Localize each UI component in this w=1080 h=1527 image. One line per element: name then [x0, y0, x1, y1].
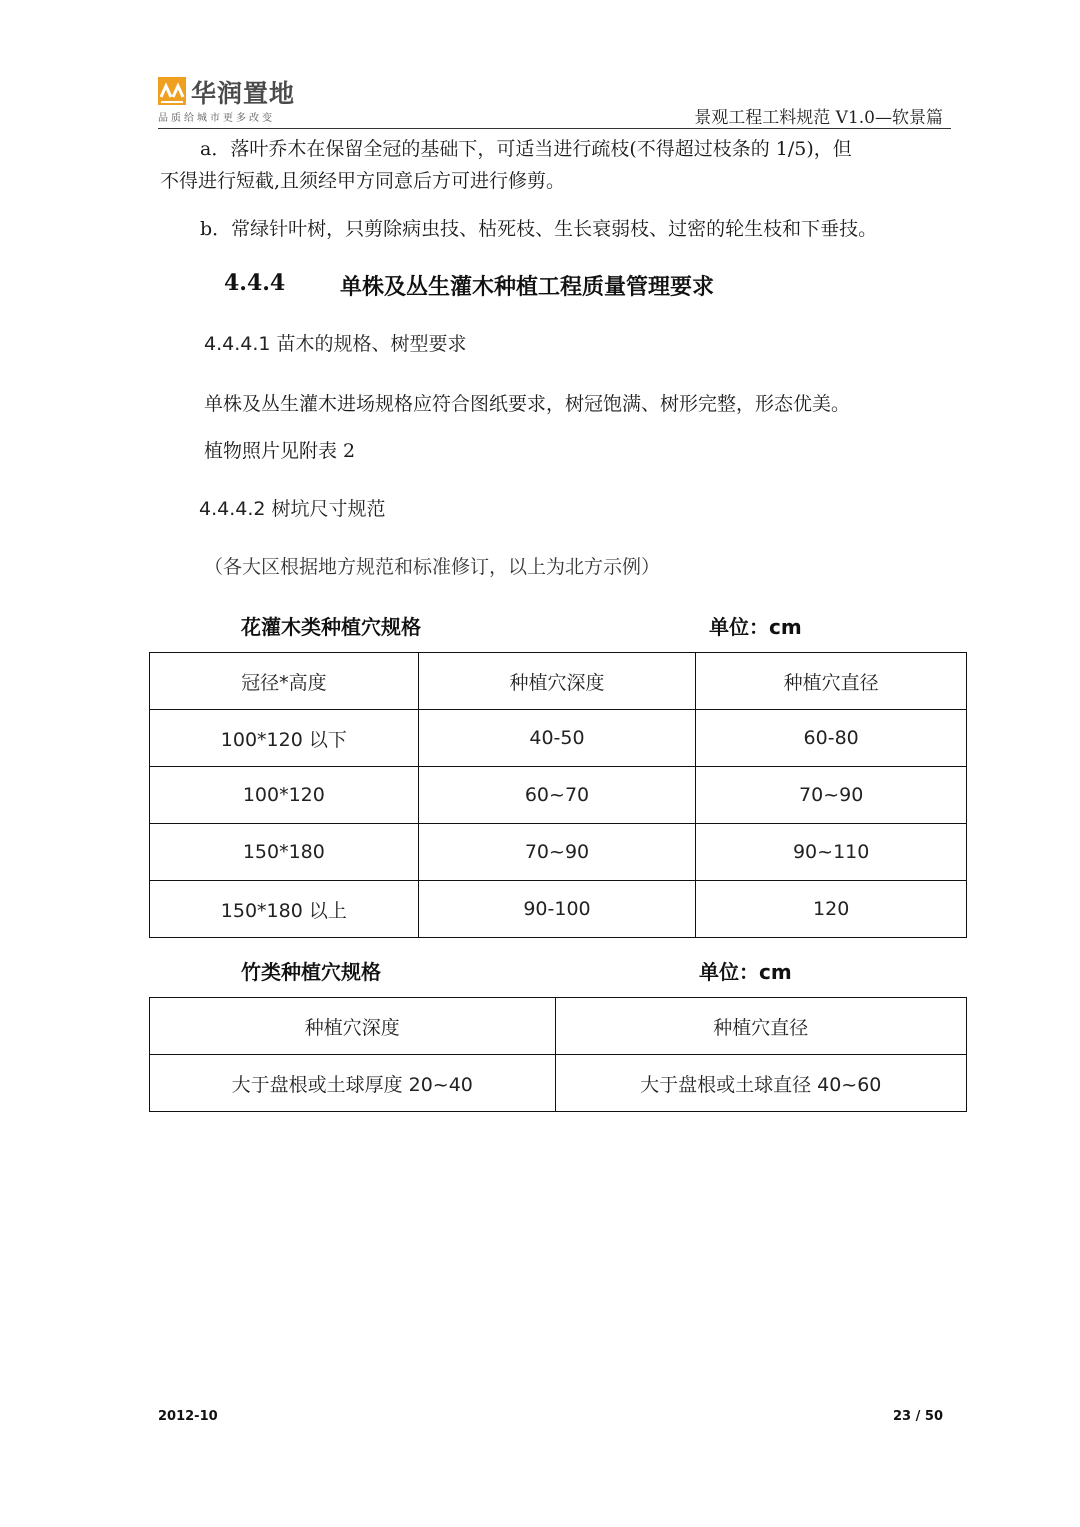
table-header-cell: 冠径*高度	[150, 653, 419, 710]
table1-unit: 单位：cm	[709, 615, 802, 639]
document-title: 景观工程工料规范 V1.0—软景篇	[694, 108, 943, 128]
table-header-cell: 种植穴深度	[418, 653, 696, 710]
table-cell: 90-100	[418, 881, 696, 938]
table-cell: 120	[696, 881, 967, 938]
table-cell: 150*180	[150, 824, 419, 881]
table-cell: 70~90	[418, 824, 696, 881]
table1-caption: 花灌木类种植穴规格	[241, 615, 421, 639]
table-cell: 60-80	[696, 710, 967, 767]
table-cell: 70~90	[696, 767, 967, 824]
paragraph-a-line1: a．落叶乔木在保留全冠的基础下，可适当进行疏枝(不得超过枝条的 1/5)，但	[200, 138, 852, 160]
subsection-1-photo-ref: 植物照片见附表 2	[204, 440, 356, 462]
table-cell: 90~110	[696, 824, 967, 881]
table-header-cell: 种植穴直径	[696, 653, 967, 710]
subsection-2-title: 4.4.4.2 树坑尺寸规范	[199, 498, 386, 520]
regional-note: （各大区根据地方规范和标准修订，以上为北方示例）	[204, 556, 661, 578]
table-cell: 大于盘根或土球厚度 20~40	[150, 1055, 556, 1112]
table2-caption: 竹类种植穴规格	[241, 960, 381, 984]
section-number: 4.4.4	[224, 270, 286, 296]
brand-name: 华润置地	[191, 79, 296, 108]
table-header-cell: 种植穴直径	[555, 998, 967, 1055]
table-cell: 大于盘根或土球直径 40~60	[555, 1055, 967, 1112]
bamboo-pit-table	[149, 997, 967, 1112]
paragraph-b: b．常绿针叶树，只剪除病虫技、枯死枝、生长衰弱枝、过密的轮生枝和下垂技。	[200, 218, 878, 240]
shrub-pit-table	[149, 652, 967, 938]
subsection-1-text: 单株及丛生灌木进场规格应符合图纸要求，树冠饱满、树形完整，形态优美。	[204, 393, 851, 415]
table-cell: 100*120 以下	[150, 710, 419, 767]
brand-slogan: 品质给城市更多改变	[158, 113, 275, 124]
table-row	[150, 824, 967, 881]
table-cell: 150*180 以上	[150, 881, 419, 938]
table-cell: 100*120	[150, 767, 419, 824]
paragraph-a-line2: 不得进行短截,且须经甲方同意后方可进行修剪。	[160, 170, 566, 192]
table-row	[150, 710, 967, 767]
table-cell: 40-50	[418, 710, 696, 767]
footer-page-number: 23 / 50	[893, 1409, 943, 1424]
brand-logo-icon	[158, 77, 186, 105]
table-row	[150, 1055, 967, 1112]
table-cell: 60~70	[418, 767, 696, 824]
header-divider	[158, 128, 951, 129]
table-header-row	[150, 653, 967, 710]
table-header-row	[150, 998, 967, 1055]
footer-date: 2012-10	[158, 1409, 218, 1424]
table-header-cell: 种植穴深度	[150, 998, 556, 1055]
table-row	[150, 767, 967, 824]
table2-unit: 单位：cm	[699, 960, 792, 984]
section-title: 单株及丛生灌木种植工程质量管理要求	[340, 275, 715, 300]
paragraph-a	[160, 133, 960, 197]
subsection-1-title: 4.4.4.1 苗木的规格、树型要求	[204, 333, 467, 355]
table-row	[150, 881, 967, 938]
